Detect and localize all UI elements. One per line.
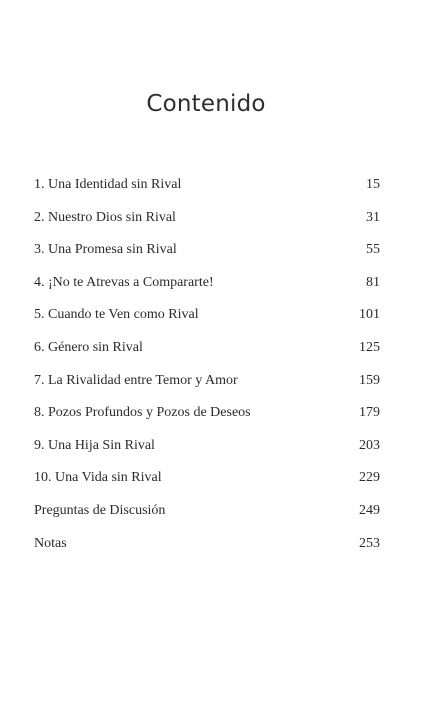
toc-entry-label: 1. Una Identidad sin Rival xyxy=(34,177,182,192)
page-title: Contenido xyxy=(146,91,266,117)
toc-entry xyxy=(34,340,380,373)
toc-entry-label: 5. Cuando te Ven como Rival xyxy=(34,307,199,323)
toc-entry xyxy=(34,242,380,275)
toc-entry xyxy=(34,307,380,340)
toc-entry xyxy=(34,177,380,210)
toc-entry-label: 4. ¡No te Atrevas a Compararte! xyxy=(34,274,214,290)
toc-entry xyxy=(34,373,380,406)
toc-entry-label: 10. Una Vida sin Rival xyxy=(34,470,162,486)
toc-entry-page: 55 xyxy=(366,242,380,258)
toc-entry-label: 9. Una Hija Sin Rival xyxy=(34,437,155,453)
toc-entry xyxy=(34,210,380,243)
toc-entry-page: 159 xyxy=(359,372,380,388)
toc-entry-page: 179 xyxy=(359,405,380,421)
toc-entry-label: 7. La Rivalidad entre Temor y Amor xyxy=(34,372,238,388)
toc-entry-page: 31 xyxy=(366,209,380,225)
toc-entry-page: 101 xyxy=(359,307,380,323)
toc-entry xyxy=(34,405,380,438)
toc-entry-label: Preguntas de Discusión xyxy=(34,502,166,518)
toc-entry xyxy=(34,503,380,536)
toc-entry xyxy=(34,536,380,569)
toc-entry xyxy=(34,438,380,471)
toc-entry-page: 249 xyxy=(359,502,380,518)
toc-entry-label: 8. Pozos Profundos y Pozos de Deseos xyxy=(34,405,251,421)
toc-entry-label: 2. Nuestro Dios sin Rival xyxy=(34,209,176,225)
toc-entry-page: 253 xyxy=(359,535,380,551)
toc-entry-page: 229 xyxy=(359,470,380,486)
toc-entry xyxy=(34,470,380,503)
toc-entry xyxy=(34,275,380,308)
table-of-contents xyxy=(34,177,380,568)
toc-entry-label: 3. Una Promesa sin Rival xyxy=(34,242,177,258)
toc-entry-page: 81 xyxy=(366,274,380,290)
toc-entry-page: 203 xyxy=(359,437,380,453)
toc-entry-page: 15 xyxy=(366,177,380,192)
toc-entry-label: Notas xyxy=(34,535,67,551)
toc-entry-page: 125 xyxy=(359,339,380,355)
toc-entry-label: 6. Género sin Rival xyxy=(34,339,143,355)
